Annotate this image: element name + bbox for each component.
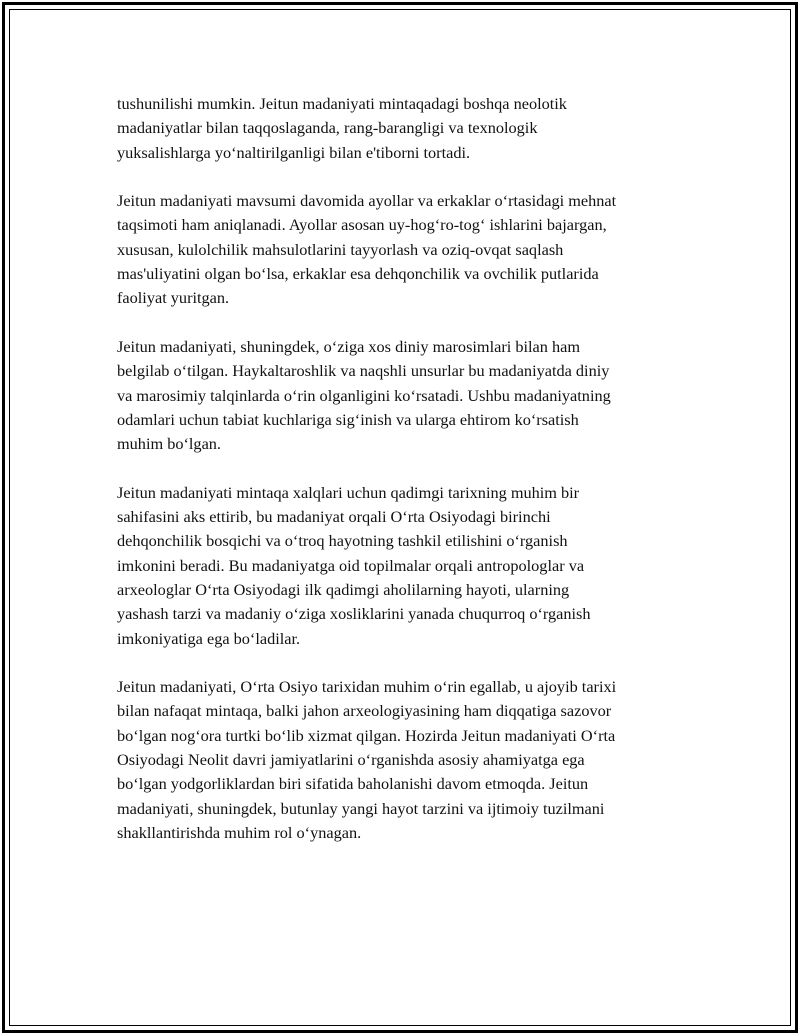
text-line: madaniyatlar bilan taqqoslaganda, rang-barangligi va texnologik: [117, 118, 538, 138]
text-line: Osiyodagi Neolit davri jamiyatlarini o‘rganishda asosiy ahamiyatga ega: [117, 750, 585, 770]
text-line: xususan, kulolchilik mahsulotlarini tayyorlash va oziq-ovqat saqlash: [117, 239, 564, 259]
document-body: [117, 92, 692, 870]
text-line: odamlari uchun tabiat kuchlariga sig‘inish va ularga ehtirom ko‘rsatish: [117, 409, 579, 429]
paragraph-3: [117, 335, 692, 456]
text-line: imkonini beradi. Bu madaniyatga oid topilmalar orqali antropologlar va: [117, 555, 585, 575]
text-line: muhim bo‘lgan.: [117, 434, 222, 454]
text-line: dehqonchilik bosqichi va o‘troq hayotning tashkil etilishini o‘rganish: [117, 531, 568, 551]
text-line: bo‘lgan nog‘ora turtki bo‘lib xizmat qilgan. Hozirda Jeitun madaniyati O‘rta: [117, 725, 616, 745]
text-line: bilan nafaqat mintaqa, balki jahon arxeologiyasining ham diqqatiga sazovor: [117, 701, 612, 721]
paragraph-2: [117, 189, 692, 310]
paragraph-1: [117, 92, 692, 165]
text-line: arxeologlar O‘rta Osiyodagi ilk qadimgi aholilarning hayoti, ularning: [117, 579, 570, 599]
text-line: faoliyat yuritgan.: [117, 288, 230, 308]
text-line: shakllantirishda muhim rol o‘ynagan.: [117, 822, 362, 842]
text-line: yashash tarzi va madaniy o‘ziga xosliklarini yanada chuqurroq o‘rganish: [117, 604, 591, 624]
text-line: mas'uliyatini olgan bo‘lsa, erkaklar esa dehqonchilik va ovchilik putlarida: [117, 264, 599, 284]
text-line: va marosimiy talqinlarda o‘rin olganligini ko‘rsatadi. Ushbu madaniyatning: [117, 385, 611, 405]
paragraph-5: [117, 675, 692, 845]
text-line: Jeitun madaniyati, O‘rta Osiyo tarixidan muhim o‘rin egallab, u ajoyib tarixi: [117, 677, 617, 697]
text-line: imkoniyatiga ega bo‘ladilar.: [117, 628, 301, 648]
text-line: madaniyati, shuningdek, butunlay yangi hayot tarzini va ijtimoiy tuzilmani: [117, 798, 605, 818]
text-line: yuksalishlarga yo‘naltirilganligi bilan e'tiborni tortadi.: [117, 142, 471, 162]
paragraph-4: [117, 481, 692, 651]
text-line: Jeitun madaniyati, shuningdek, o‘ziga xos diniy marosimlari bilan ham: [117, 336, 581, 356]
text-line: sahifasini aks ettirib, bu madaniyat orqali O‘rta Osiyodagi birinchi: [117, 507, 551, 527]
text-line: Jeitun madaniyati mavsumi davomida ayollar va erkaklar o‘rtasidagi mehnat: [117, 191, 617, 211]
text-line: tushunilishi mumkin. Jeitun madaniyati mintaqadagi boshqa neolotik: [117, 94, 567, 113]
text-line: Jeitun madaniyati mintaqa xalqlari uchun qadimgi tarixning muhim bir: [117, 482, 580, 502]
text-line: taqsimoti ham aniqlanadi. Ayollar asosan uy-hog‘ro-tog‘ ishlarini bajargan,: [117, 215, 607, 235]
text-line: belgilab o‘tilgan. Haykaltaroshlik va naqshli unsurlar bu madaniyatda diniy: [117, 361, 610, 381]
text-line: bo‘lgan yodgorliklardan biri sifatida baholanishi davom etmoqda. Jeitun: [117, 774, 589, 794]
